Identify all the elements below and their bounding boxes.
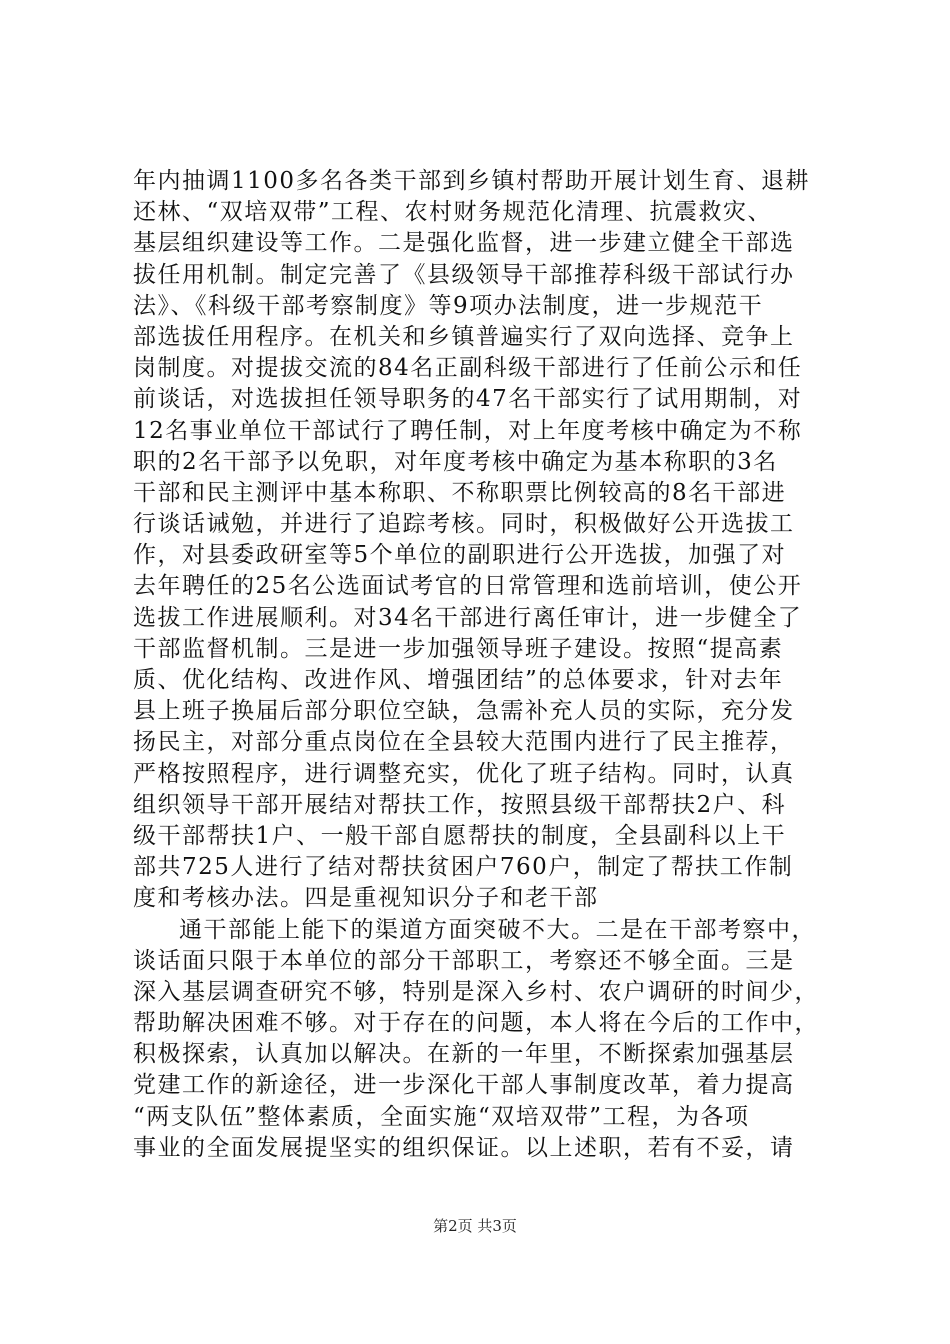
text-line: 干部和民主测评中基本称职、不称职票比例较高的8名干部进 (133, 479, 787, 506)
text-line: 去年聘任的25名公选面试考官的日常管理和选前培训，使公开 (133, 573, 803, 600)
text-line: 作，对县委政研室等5个单位的副职进行公开选拔，加强了对 (133, 542, 787, 569)
text-line: “两支队伍”整体素质，全面实施“双培双带”工程，为各项 (133, 1103, 750, 1130)
text-line: 行谈话诫勉，并进行了追踪考核。同时，积极做好公开选拔工 (133, 511, 795, 538)
text-line: 部选拔任用程序。在机关和乡镇普遍实行了双向选择、竞争上 (133, 323, 795, 350)
text-line: 前谈话，对选拔担任领导职务的47名干部实行了试用期制，对 (133, 386, 803, 413)
text-line: 扬民主，对部分重点岗位在全县较大范围内进行了民主推荐， (133, 729, 795, 756)
page-number: 第2页 共3页 (433, 1217, 517, 1235)
text-line: 拔任用机制。制定完善了《县级领导干部推荐科级干部试行办 (133, 261, 795, 288)
text-line-indented: 通干部能上能下的渠道方面突破不大。二是在干部考察中， (179, 916, 816, 943)
body-text (133, 166, 829, 1164)
text-line: 法》、《科级干部考察制度》等9项办法制度，进一步规范干 (133, 292, 764, 319)
text-line: 帮助解决困难不够。对于存在的问题，本人将在今后的工作中， (133, 1010, 819, 1037)
text-line: 党建工作的新途径，进一步深化干部人事制度改革，着力提高 (133, 1072, 795, 1099)
text-line: 岗制度。对提拔交流的84名正副科级干部进行了任前公示和任 (133, 355, 803, 382)
text-line: 基层组织建设等工作。二是强化监督，进一步建立健全干部选 (133, 230, 795, 257)
text-line: 12名事业单位干部试行了聘任制，对上年度考核中确定为不称 (133, 417, 803, 444)
text-line: 质、优化结构、改进作风、增强团结”的总体要求，针对去年 (133, 667, 784, 693)
text-line: 干部监督机制。三是进一步加强领导班子建设。按照“提高素 (133, 635, 784, 662)
text-line: 谈话面只限于本单位的部分干部职工，考察还不够全面。三是 (133, 947, 795, 974)
text-line: 级干部帮扶1户、一般干部自愿帮扶的制度，全县副科以上干 (133, 822, 787, 849)
text-line: 严格按照程序，进行调整充实，优化了班子结构。同时，认真 (133, 760, 795, 787)
text-line: 部共725人进行了结对帮扶贫困户760户，制定了帮扶工作制 (133, 854, 794, 881)
text-line: 积极探索，认真加以解决。在新的一年里，不断探索加强基层 (133, 1041, 795, 1068)
text-line: 年内抽调1100多名各类干部到乡镇村帮助开展计划生育、退耕 (133, 168, 811, 194)
text-line: 还林、“双培双带”工程、农村财务规范化清理、抗震救灾、 (133, 199, 773, 226)
text-line: 县上班子换届后部分职位空缺，急需补充人员的实际，充分发 (133, 698, 795, 725)
text-line: 职的2名干部予以免职，对年度考核中确定为基本称职的3名 (133, 448, 778, 475)
text-line: 选拔工作进展顺利。对34名干部进行离任审计，进一步健全了 (133, 604, 803, 631)
text-line: 组织领导干部开展结对帮扶工作，按照县级干部帮扶2户、科 (133, 791, 787, 818)
text-line: 深入基层调查研究不够，特别是深入乡村、农户调研的时间少， (133, 978, 819, 1005)
page-footer (0, 1216, 950, 1236)
text-line: 度和考核办法。四是重视知识分子和老干部 (133, 885, 599, 912)
text-line: 事业的全面发展提坚实的组织保证。以上述职，若有不妥，请 (133, 1134, 795, 1161)
